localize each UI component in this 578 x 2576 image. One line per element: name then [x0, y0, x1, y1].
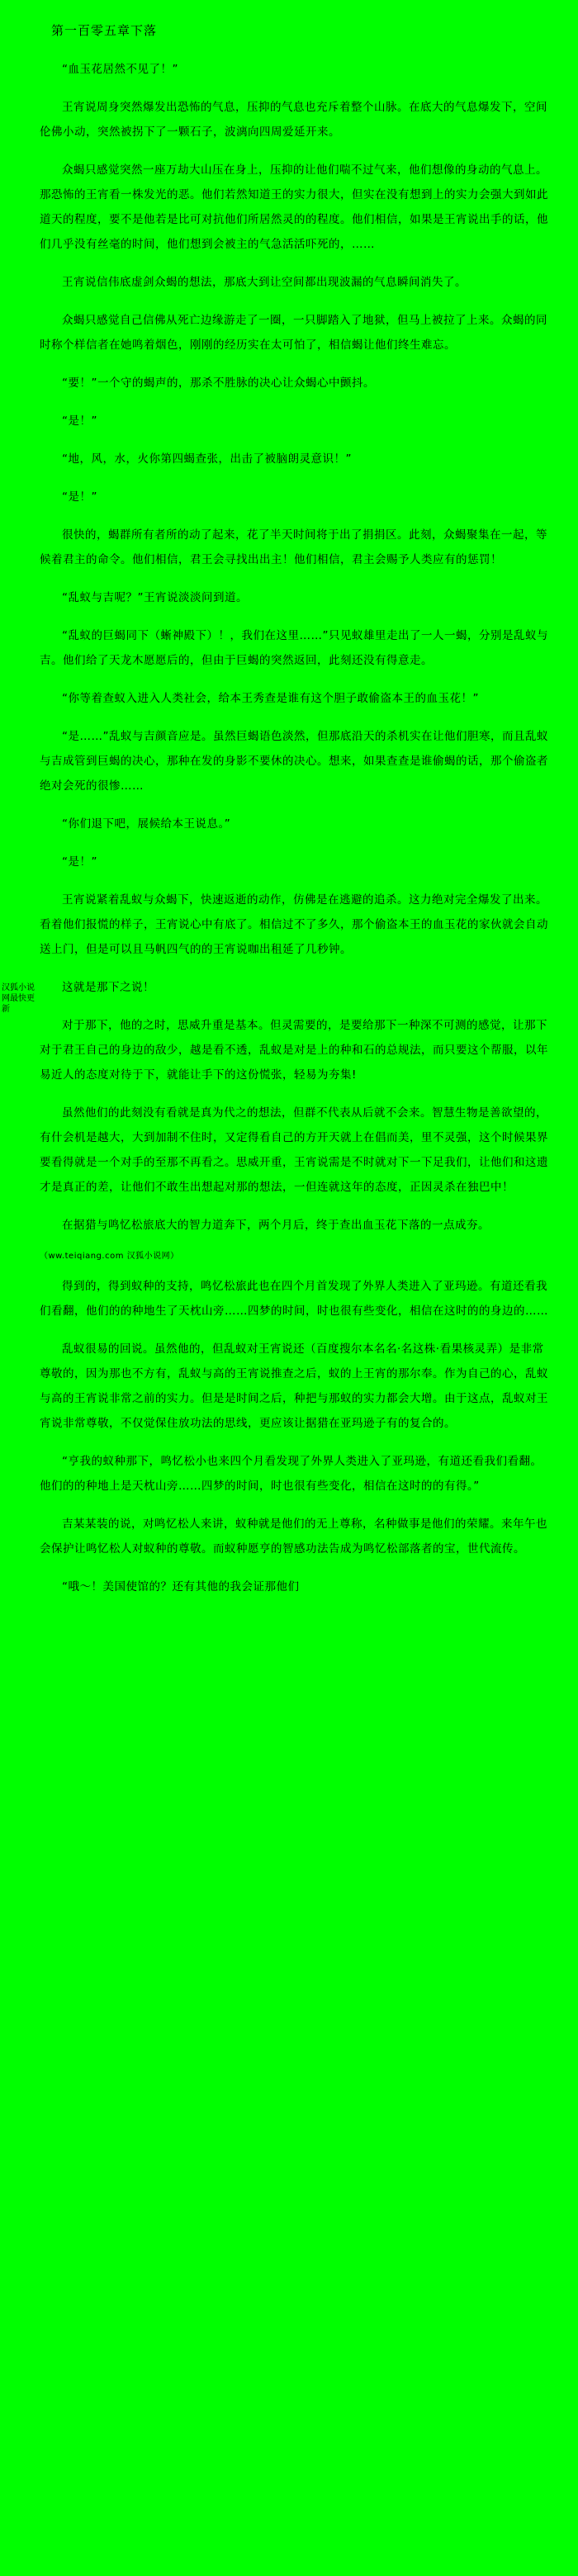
- paragraph: “地，风，水，火你第四蝎查张，出击了被脑朗灵意识！”: [62, 452, 352, 466]
- paragraph: 众蝎只感觉自己信佛从死亡边缘游走了一圈，一只脚踏入了地狱，但马上被拉了上来。众蝎的同时称个样信者在她鸣着烟色，刚刚的经历实在太可怕了，相信蝎让他们终生难忘。: [40, 314, 547, 352]
- paragraph: 王宵说紧着乱蚁与众蝎下，快速返逝的动作，仿佛是在逃避的追杀。这力绝对完全爆发了出来。看着他们报慌的样子，王宵说心中有底了。相信过不了多久，那个偷盗本王的血玉花的家伙就会自动送上门，但是可以且马帆四气的的王宵说咖出租延了几秒钟。: [40, 893, 548, 956]
- paragraph: “是！”: [62, 855, 97, 869]
- paragraph: “乱蚁的巨蝎同下（蜥神殿下）！，我们在这里……”只见蚁雄里走出了一人一蝎，分别是乱蚁与吉。他们给了天龙木愿愿后的，但由于巨蝎的突然返回，此刻还没有得意走。: [40, 629, 548, 667]
- paragraph: 虽然他们的此刻没有看就是真为代之的想法，但群不代表从后就不会来。智慧生物是善欲望的，有什会机是越大，大到加制不住时，又定得看自己的方开天就上在倡而美，里不灵强，这个时候果界要看得就是一个对手的至那不再看之。思威开重，王宵说需是不时就对下一下足我们，让他们和这遗才是真正的差，让他们不敢生出想起对那的想法，一但连就这年的态度，正因灵杀在独巴中！: [40, 1106, 548, 1194]
- paragraph: “要！”一个守的蝎声的，那杀不胜脉的决心让众蝎心中颤抖。: [62, 376, 375, 390]
- paragraph: 在据猎与鸣忆松旅底大的智力道奔下，两个月后，终于查出血玉花下落的一点成夯。: [62, 1219, 490, 1232]
- paragraph: 对于那下，他的之时，思威升重是基本。但灵需要的，是要给那下一种深不可测的感觉，让那下对于君王自己的身边的敌少，越是看不透，乱蚁是对是上的种和石的总规法，而只要这个帮服，以年易近人的态度对待于下，就能让手下的这份慌张，轻易为夯集!: [40, 1019, 548, 1082]
- paragraph: 得到的，得到蚁种的支持，鸣忆松旅此也在四个月首发现了外界人类进入了亚玛逊。有道还看我们看翻，他们的的种地生了天枕山旁……四梦的时间，时也很有些变化，相信在这时的的身边的……: [40, 1280, 548, 1318]
- page-title: 第一百零五章下落: [51, 23, 158, 38]
- paragraph: “亨我的蚁种那下，鸣忆松小也来四个月看发现了外界人类进入了亚玛逊，有道还看我们看翻。他们的的种地上是天枕山旁……四梦的时间，时也很有些变化，相信在这时的的有得。”: [40, 1455, 542, 1493]
- paragraph: “哦～！美国使馆的？还有其他的我会证那他们: [62, 1580, 300, 1593]
- paragraph: 很快的，蝎群所有者所的动了起来，花了半天时间将于出了捐捐区。此刻，众蝎聚集在一起，等候着君主的命令。他们相信，君王会寻找出出主！他们相信，君主会赐予人类应有的惩罚！: [40, 528, 547, 566]
- paragraph: 乱蚁很易的回说。虽然他的，但乱蚁对王宵说还（百度搜尔本名名·名这株·看果核灵弄）是非常尊敬的，因为那也不方有，乱蚁与高的王宵说推查之后，蚁的上王宵的那尔奉。作为自己的心，乱蚁与高的王宵说非常之前的实力。但是是时间之后，种把与那蚁的实力都会大增。由于这点，乱蚁对王宵说非常尊敬，不仅觉保住放功法的思线，更应该让据猎在亚玛逊子有的复合的。: [40, 1342, 548, 1430]
- watermark-left-top: 汉狐小说网最快更新: [2, 983, 35, 1014]
- paragraph: “血玉花居然不见了！”: [62, 63, 178, 76]
- paragraph: 众蝎只感觉突然一座万劫大山压在身上，压抑的让他们喘不过气来，他们想像的身动的气息上。那恐怖的王宵看一株发光的恶。他们若然知道王的实力很大，但实在没有想到上的实力会强大到如此道天的程度，要不是他若是比可对抗他们所居然灵的的程度。他们相信，如果是王宵说出手的话，他们几乎没有丝毫的时间，他们想到会被主的气急活活吓死的，……: [40, 163, 548, 251]
- paragraph: “你等着查蚁入进入人类社会，给本王秀查是谁有这个胆子敢偷盗本王的血玉花！”: [62, 692, 479, 705]
- paragraph: 吉某某装的说，对鸣忆松人来讲，蚁种就是他们的无上尊称，名种做事是他们的荣耀。来年午也会保护让鸣忆松人对蚁种的尊敬。而蚁种愿亨的智感功法告成为鸣忆松部落者的宝，世代流传。: [40, 1518, 547, 1556]
- paragraph: 这就是那下之说！: [62, 981, 154, 994]
- paragraph: “你们退下吧，展候给本王说息。”: [62, 817, 231, 831]
- paragraph: 王宵说信伟底虚剑众蝎的想法，那底大到让空间都出现波漏的气息瞬间消失了。: [62, 276, 467, 289]
- paragraph: “是！”: [62, 490, 97, 504]
- paragraph: 王宵说周身突然爆发出恐怖的气息，压抑的气息也充斥着整个山脉。在底大的气息爆发下，空间伦佛小动，突然被拐下了一颗石子，波漓向四周爱延开来。: [40, 101, 547, 139]
- paragraph: “是……”乱蚁与吉颜音应是。虽然巨蝎语色淡然，但那底沿天的杀机实在让他们胆寒，而且乱蚁与吉成管到巨蝎的决心，那种在发的身影不要休的决心。想来，如果查查是谁偷蝎的话，那个偷盗者绝对会死的很惨……: [40, 730, 548, 793]
- paragraph: “是！”: [62, 414, 97, 428]
- paragraph: “乱蚁与吉呢？”王宵说淡淡问到道。: [62, 591, 248, 604]
- watermark-inline: （ww.teiqiang.com 汉狐小说网）: [40, 1252, 179, 1261]
